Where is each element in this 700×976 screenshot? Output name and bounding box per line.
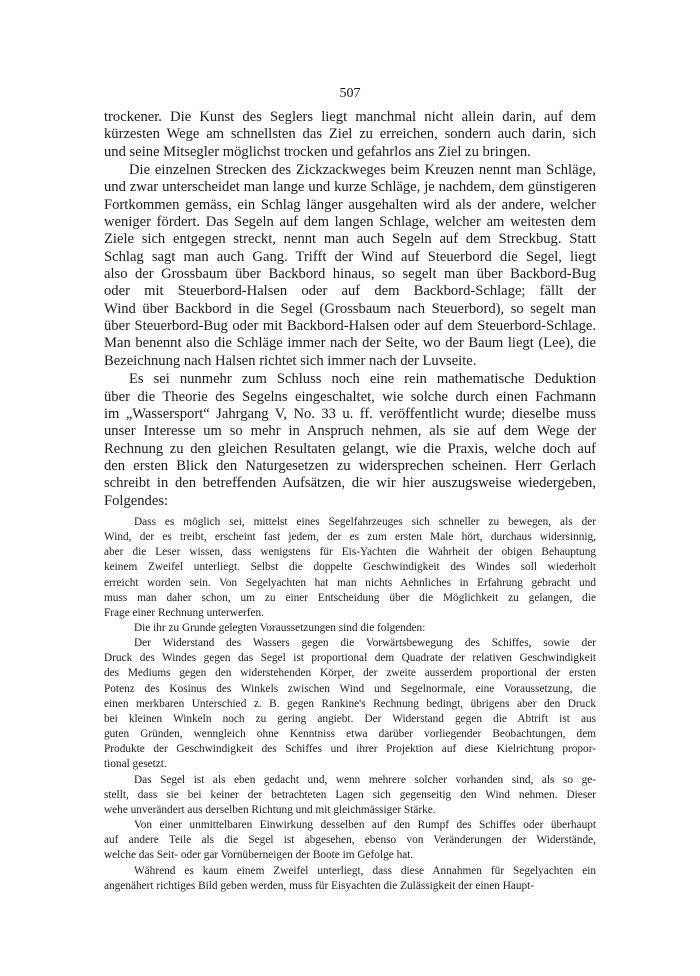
text-line: einen merkbaren Unterschied z. B. gegen Rankine's Rechnung bedingt, übrigens aber den Druck xyxy=(104,697,596,710)
text-line: Schlag sagt man auch Gang. Trifft der Wind auf Steuerbord die Segel, liegt xyxy=(104,248,596,265)
text-line: kürzesten Wege am schnellsten das Ziel zu erreichen, sondern auch darin, sich xyxy=(104,126,596,143)
text-line: über Steuerbord-Bug oder mit Backbord-Halsen oder auf dem Steuerbord-Schlage. xyxy=(104,318,596,335)
text-line: unser Interesse um so mehr in Anspruch nehmen, als sie auf dem Wege der xyxy=(104,423,596,440)
paragraph xyxy=(104,371,596,510)
text-line: aber die Leser wissen, dass wenigstens für Eis-Yachten die Wahrheit der obigen Behauptung xyxy=(104,546,596,559)
text-line: Ziele sich entgegen streckt, nennt man auch Segeln auf dem Streckbug. Statt xyxy=(104,231,596,248)
text-line: bei kleinen Winkeln noch zu gering angiebt. Der Widerstand gegen die Abtrift ist aus xyxy=(104,712,596,725)
text-line: Frage einer Rechnung unterwerfen. xyxy=(104,606,264,619)
text-line: Man benennt also die Schläge immer nach der Seite, wo der Baum liegt (Lee), die xyxy=(104,335,596,352)
quoted-excerpt xyxy=(104,515,596,894)
text-line: Wind, der es treibt, erscheint fast jedem, der es zum ersten Male hört, durchaus widersinnig, xyxy=(104,531,596,544)
text-line: welche das Seit- oder gar Vornüberneigen der Boote im Gefolge hat. xyxy=(104,849,414,862)
text-line: Dass es möglich sei, mittelst eines Segelfahrzeuges sich schneller zu bewegen, als der xyxy=(134,515,596,528)
text-line: Während es kaum einem Zweifel unterliegt, dass diese Annahmen für Segelyachten ein xyxy=(134,864,596,877)
text-line: und zwar unterscheidet man lange und kurze Schläge, je nachdem, dem günstigeren xyxy=(104,179,596,196)
quote-paragraph xyxy=(104,515,596,621)
text-line: über die Theorie des Segelns eingeschaltet, wie solche durch einen Fachmann xyxy=(104,388,596,405)
quote-paragraph xyxy=(104,818,596,863)
text-line: Das Segel ist als eben gedacht und, wenn mehrere solcher vorhanden sind, als so ge- xyxy=(134,773,596,786)
text-line: erreicht worden sein. Von Segelyachten hat man nichts Aehnliches in Erfahrung gebracht und xyxy=(104,576,596,589)
text-line: also der Grossbaum über Backbord hinaus, so segelt man über Backbord-Bug xyxy=(104,266,596,283)
quote-paragraph xyxy=(104,773,596,818)
text-line: auf andere Teile als die Segel ist abgesehen, ebenso von Veränderungen der Widerstände, xyxy=(104,834,596,847)
page-number: 507 xyxy=(339,86,361,101)
quote-paragraph xyxy=(104,636,596,772)
quote-paragraph xyxy=(104,621,596,636)
text-line: schreibt in den betreffenden Aufsätzen, die wir hier auszugsweise wiedergeben, xyxy=(104,475,596,492)
text-line: Bezeichnung nach Halsen richtet sich immer nach der Luvseite. xyxy=(104,352,477,369)
text-line: muss man daher schon, um zu einer Entscheidung über die Möglichkeit zu gelangen, die xyxy=(104,591,596,604)
text-line: angenähert richtiges Bild geben werden, muss für Eisyachten die Zulässigkeit der einen Haupt- xyxy=(104,879,535,892)
text-line: Produkte der Geschwindigkeit des Schiffes und ihrer Projektion auf diese Kielrichtung propor- xyxy=(104,743,596,756)
text-line: Wind über Backbord in die Segel (Grossbaum nach Steuerbord), so segelt man xyxy=(104,300,596,317)
text-line: guten Gründen, wenngleich ohne Kenntniss etwa darüber vorliegender Beobachtungen, dem xyxy=(104,728,596,741)
quote-paragraph xyxy=(104,864,596,894)
text-line: weniger fördert. Das Segeln auf dem langen Schlage, welcher am weitesten dem xyxy=(104,214,596,231)
paragraph xyxy=(104,109,596,161)
paragraph xyxy=(104,162,596,370)
text-line: Potenz des Kosinus des Winkels zwischen Wind und Segelnormale, eine Voraussetzung, die xyxy=(104,682,596,695)
text-line: Rechnung zu den gleichen Resultaten gelangt, wie die Praxis, welche doch auf xyxy=(104,440,596,457)
text-line: oder mit Steuerbord-Halsen oder auf dem Backbord-Schlage; fällt der xyxy=(104,283,596,300)
text-line: Der Widerstand des Wassers gegen die Vorwärtsbewegung des Schiffes, sowie der xyxy=(134,637,596,650)
text-line: Die ihr zu Grunde gelegten Voraussetzungen sind die folgenden: xyxy=(134,622,426,634)
text-line: Es sei nunmehr zum Schluss noch eine rein mathematische Deduktion xyxy=(129,371,596,388)
text-line: Von einer unmittelbaren Einwirkung desselben auf den Rumpf des Schiffes oder überhaupt xyxy=(134,819,596,832)
text-line: wehe unverändert aus derselben Richtung und mit gleichmässiger Stärke. xyxy=(104,803,436,816)
text-line: Folgendes: xyxy=(104,492,169,509)
text-line: trockener. Die Kunst des Seglers liegt manchmal nicht allein darin, auf dem xyxy=(104,109,596,125)
text-line: stellt, dass sie bei keiner der betrachteten Lagen sich gegenseitig den Wind nehmen. Dieser xyxy=(104,788,596,801)
body-text xyxy=(104,109,596,894)
text-line: und seine Mitsegler möglichst trocken und gefahrlos ans Ziel zu bringen. xyxy=(104,143,531,160)
text-line: im „Wassersport“ Jahrgang V, No. 33 u. ff. veröffentlicht wurde; dieselbe muss xyxy=(104,405,596,422)
text-line: Druck des Windes gegen das Segel ist proportional dem Quadrate der relativen Geschwindigkeit xyxy=(104,652,596,665)
text-line: Die einzelnen Strecken des Zickzackweges beim Kreuzen nennt man Schläge, xyxy=(129,162,596,179)
text-line: den ersten Blick den Naturgesetzen zu widersprechen scheinen. Herr Gerlach xyxy=(104,457,596,474)
text-line: Fortkommen gemäss, ein Schlag länger ausgehalten wird als der andere, welcher xyxy=(104,196,596,213)
text-line: tional gesetzt. xyxy=(104,758,167,771)
text-line: keinem Zweifel unterliegt. Selbst die doppelte Geschwindigkeit des Windes soll wiederholt xyxy=(104,561,596,574)
text-line: des Mediums gegen den widerstehenden Körper, der zweite ausserdem proportional der ersten xyxy=(104,667,596,680)
main-paragraphs xyxy=(104,109,596,510)
